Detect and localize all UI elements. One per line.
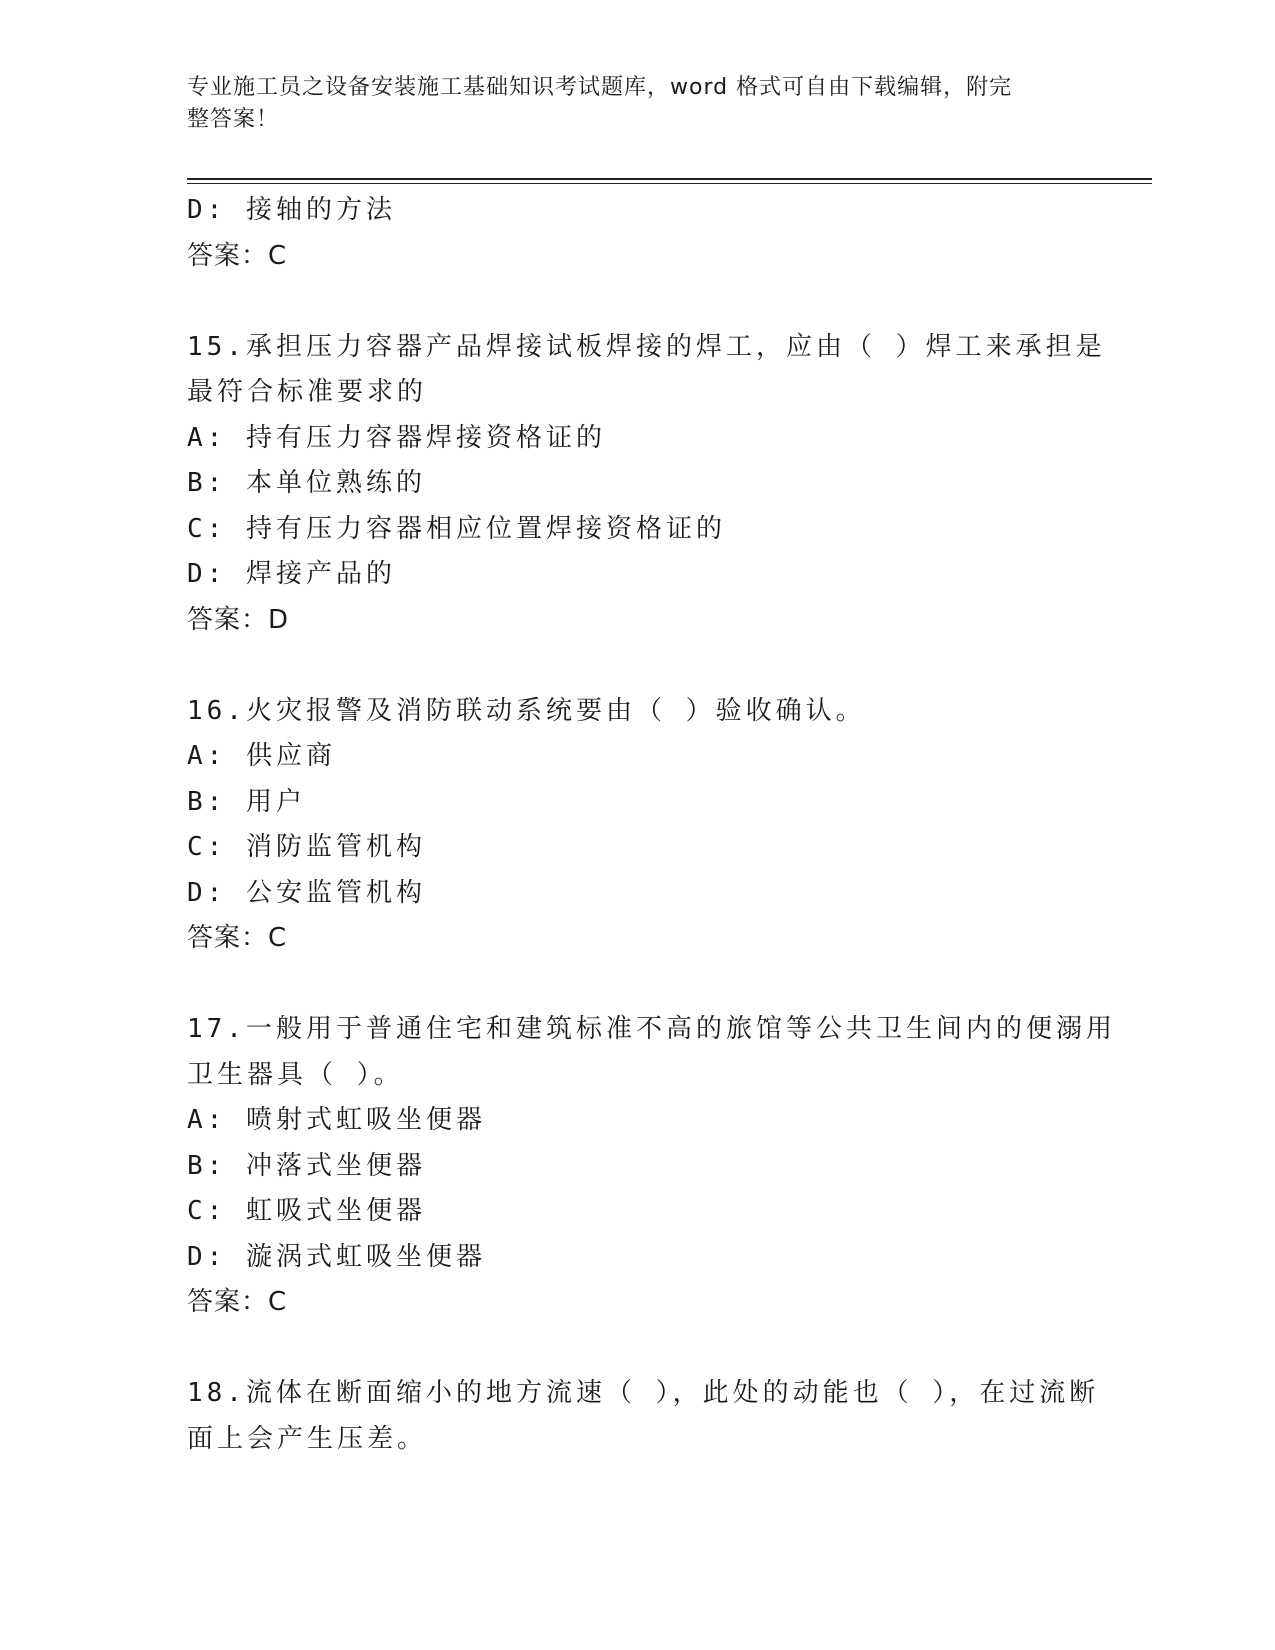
answer-line: 答案：C bbox=[187, 923, 288, 953]
question-stem: 18.流体在断面缩小的地方流速（ ），此处的动能也（ ），在过流断 bbox=[187, 1378, 1100, 1408]
question-list bbox=[187, 188, 1116, 1462]
header-divider-thick bbox=[187, 178, 1152, 180]
question-stem: 最符合标准要求的 bbox=[187, 377, 428, 407]
option-c: C: 虹吸式坐便器 bbox=[187, 1196, 426, 1226]
option-d: D: 接轴的方法 bbox=[187, 195, 396, 225]
question-stem: 15.承担压力容器产品焊接试板焊接的焊工，应由（ ）焊工来承担是 bbox=[187, 331, 1106, 362]
option-d: D: 漩涡式虹吸坐便器 bbox=[187, 1241, 486, 1272]
option-a: A: 供应商 bbox=[187, 741, 336, 771]
option-d: D: 焊接产品的 bbox=[187, 559, 396, 589]
question-18 bbox=[187, 1371, 1100, 1462]
question-stem: 17.一般用于普通住宅和建筑标准不高的旅馆等公共卫生间内的便溺用 bbox=[187, 1014, 1116, 1044]
document-header bbox=[187, 72, 1067, 136]
question-stem: 16.火灾报警及消防联动系统要由（ ）验收确认。 bbox=[187, 695, 866, 726]
question-15 bbox=[187, 325, 1106, 644]
answer-line: 答案：D bbox=[187, 604, 290, 635]
option-a: A: 持有压力容器焊接资格证的 bbox=[187, 422, 606, 453]
option-c: C: 持有压力容器相应位置焊接资格证的 bbox=[187, 513, 726, 544]
question-stem: 卫生器具（ ）。 bbox=[187, 1059, 404, 1090]
option-c: C: 消防监管机构 bbox=[187, 832, 426, 862]
option-d: D: 公安监管机构 bbox=[187, 877, 426, 908]
answer-line: 答案：C bbox=[187, 240, 288, 271]
option-a: A: 喷射式虹吸坐便器 bbox=[187, 1105, 486, 1135]
question-17 bbox=[187, 1007, 1116, 1326]
spacer bbox=[187, 279, 1087, 325]
spacer bbox=[187, 1326, 1087, 1372]
header-line-1: 专业施工员之设备安装施工基础知识考试题库，word 格式可自由下载编辑，附完 bbox=[187, 75, 1013, 100]
header-divider-thin bbox=[187, 183, 1152, 184]
spacer bbox=[187, 643, 1087, 689]
header-line-2: 整答案！ bbox=[187, 107, 280, 132]
question-14-tail bbox=[187, 188, 1087, 279]
option-b: B: 本单位熟练的 bbox=[187, 468, 426, 498]
question-stem: 面上会产生压差。 bbox=[187, 1423, 428, 1454]
option-b: B: 用户 bbox=[187, 786, 306, 817]
spacer bbox=[187, 962, 1087, 1008]
question-16 bbox=[187, 689, 1087, 962]
option-b: B: 冲落式坐便器 bbox=[187, 1150, 426, 1181]
answer-line: 答案：C bbox=[187, 1287, 288, 1317]
